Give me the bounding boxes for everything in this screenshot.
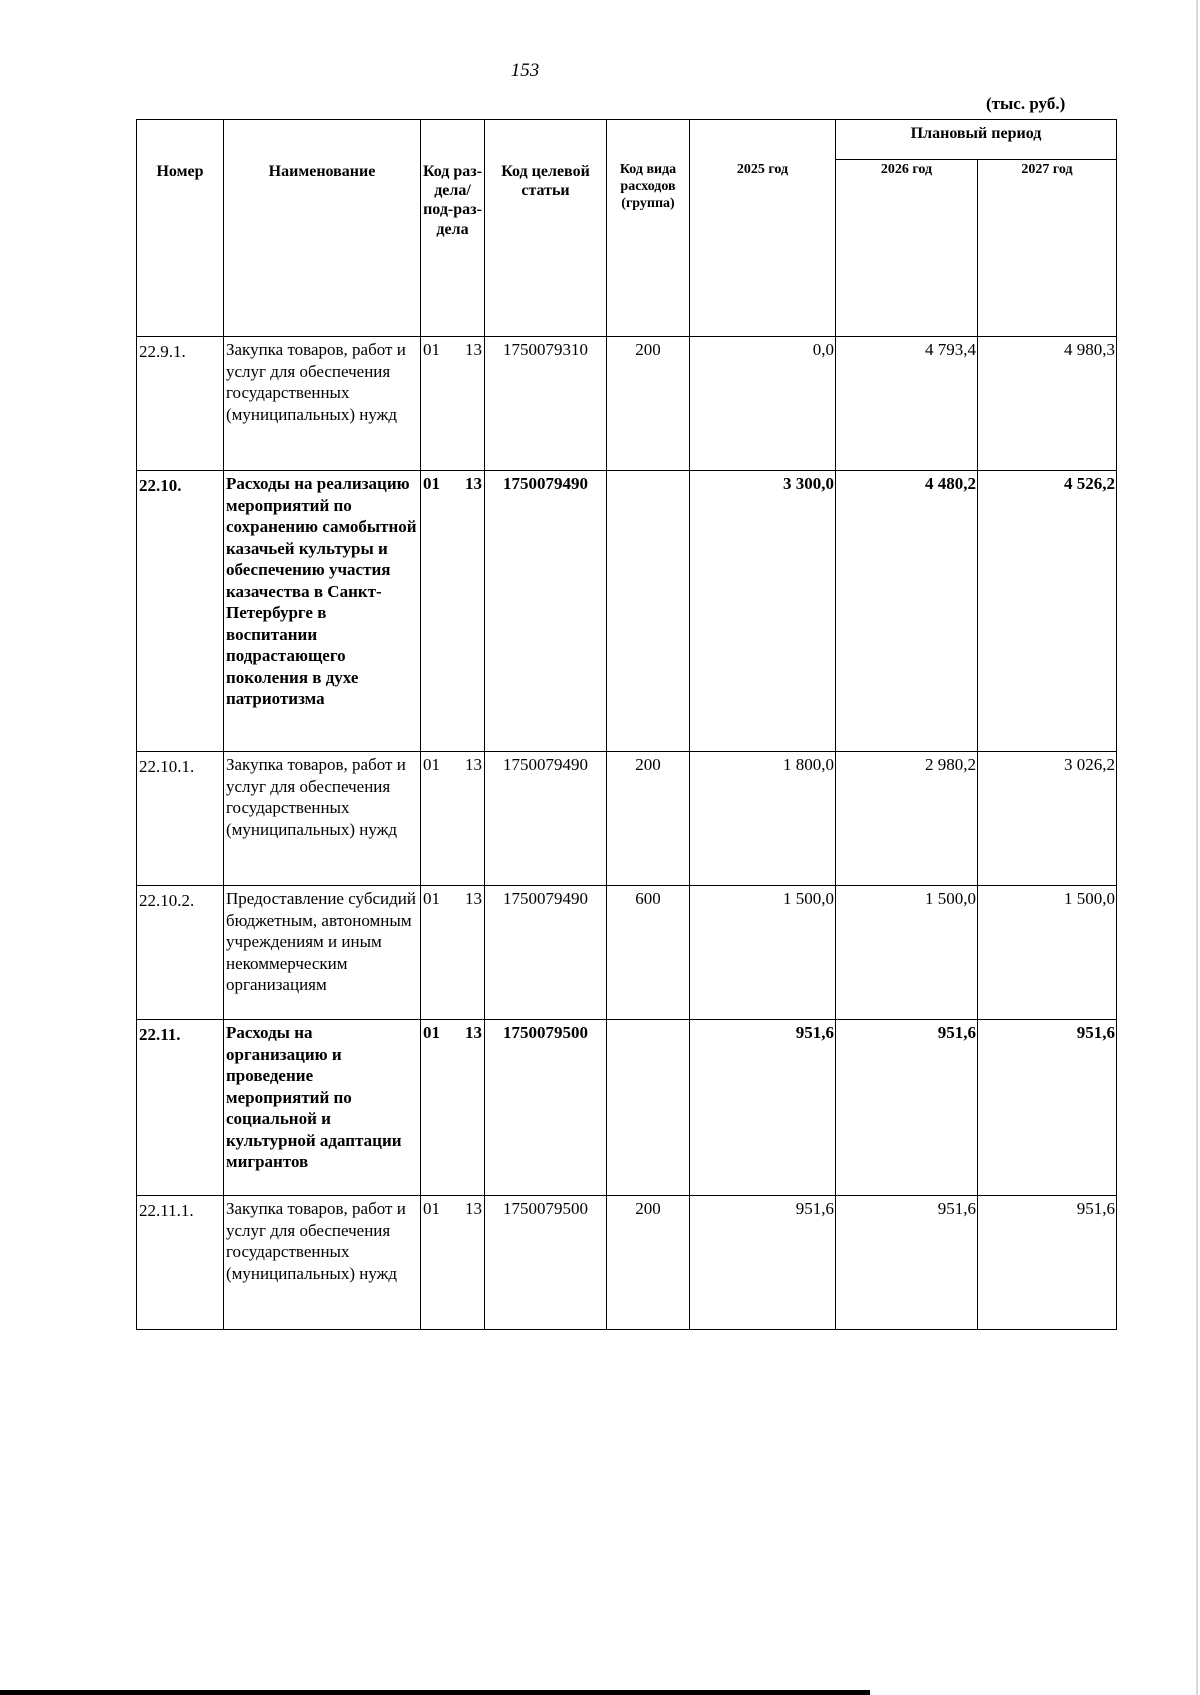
page-edge — [1196, 0, 1198, 1695]
row-amount-2025: 1 500,0 — [690, 886, 836, 1020]
row-expense-type: 200 — [607, 1196, 690, 1330]
row-name: Закупка товаров, работ и услуг для обеспечения государственных (муниципальных) нужд — [224, 337, 421, 471]
row-target-code: 1750079490 — [485, 471, 607, 752]
row-section-code — [421, 1020, 485, 1196]
row-name: Расходы на организацию и проведение мероприятий по социальной и культурной адаптации мигрантов — [224, 1020, 421, 1196]
row-target-code: 1750079310 — [485, 337, 607, 471]
subsection-code: 13 — [465, 474, 482, 493]
row-expense-type — [607, 471, 690, 752]
table-row — [137, 337, 1117, 471]
row-amount-2026: 2 980,2 — [836, 752, 978, 886]
scan-edge-line — [0, 1690, 870, 1695]
section-code: 01 — [423, 1199, 440, 1218]
row-target-code: 1750079500 — [485, 1020, 607, 1196]
row-section-code — [421, 337, 485, 471]
row-expense-type: 600 — [607, 886, 690, 1020]
table-row — [137, 752, 1117, 886]
row-name: Закупка товаров, работ и услуг для обеспечения государственных (муниципальных) нужд — [224, 1196, 421, 1330]
header-2026: 2026 год — [836, 160, 978, 337]
row-target-code: 1750079500 — [485, 1196, 607, 1330]
section-code: 01 — [423, 755, 440, 774]
row-section-code — [421, 886, 485, 1020]
row-number: 22.10.1. — [137, 752, 224, 886]
table-body — [137, 337, 1117, 1330]
row-target-code: 1750079490 — [485, 886, 607, 1020]
header-expense-type: Код вида расходов (группа) — [607, 120, 690, 337]
row-amount-2026: 1 500,0 — [836, 886, 978, 1020]
header-section: Код раз-дела/ под-раз-дела — [421, 120, 485, 337]
table-row — [137, 471, 1117, 752]
header-2025: 2025 год — [690, 120, 836, 337]
row-name: Закупка товаров, работ и услуг для обеспечения государственных (муниципальных) нужд — [224, 752, 421, 886]
row-name: Расходы на реализацию мероприятий по сохранению самобытной казачьей культуры и обеспечению участия казачества в Санкт-Петербурге в воспитании подрастающего поколения в духе патриотизма — [224, 471, 421, 752]
row-number: 22.11. — [137, 1020, 224, 1196]
row-amount-2025: 1 800,0 — [690, 752, 836, 886]
subsection-code: 13 — [465, 889, 482, 908]
header-2027: 2027 год — [978, 160, 1117, 337]
table-row — [137, 886, 1117, 1020]
row-amount-2025: 0,0 — [690, 337, 836, 471]
section-code: 01 — [423, 340, 440, 359]
subsection-code: 13 — [465, 340, 482, 359]
row-amount-2027: 4 526,2 — [978, 471, 1117, 752]
row-amount-2025: 951,6 — [690, 1196, 836, 1330]
budget-table — [136, 119, 1117, 1330]
row-amount-2025: 951,6 — [690, 1020, 836, 1196]
row-section-code — [421, 1196, 485, 1330]
row-number: 22.10. — [137, 471, 224, 752]
row-number: 22.11.1. — [137, 1196, 224, 1330]
table-row — [137, 1196, 1117, 1330]
row-amount-2025: 3 300,0 — [690, 471, 836, 752]
row-number: 22.9.1. — [137, 337, 224, 471]
row-section-code — [421, 752, 485, 886]
row-target-code: 1750079490 — [485, 752, 607, 886]
units-label: (тыс. руб.) — [986, 94, 1066, 113]
row-name: Предоставление субсидий бюджетным, автономным учреждениям и иным некоммерческим организациям — [224, 886, 421, 1020]
row-number: 22.10.2. — [137, 886, 224, 1020]
row-expense-type: 200 — [607, 752, 690, 886]
row-amount-2027: 951,6 — [978, 1196, 1117, 1330]
subsection-code: 13 — [465, 1199, 482, 1218]
subsection-code: 13 — [465, 755, 482, 774]
section-code: 01 — [423, 889, 440, 908]
row-expense-type: 200 — [607, 337, 690, 471]
header-planned-period: Плановый период — [836, 120, 1117, 160]
row-expense-type — [607, 1020, 690, 1196]
row-section-code — [421, 471, 485, 752]
row-amount-2026: 4 480,2 — [836, 471, 978, 752]
row-amount-2026: 4 793,4 — [836, 337, 978, 471]
header-target: Код целевой статьи — [485, 120, 607, 337]
section-code: 01 — [423, 474, 440, 493]
row-amount-2026: 951,6 — [836, 1020, 978, 1196]
row-amount-2027: 4 980,3 — [978, 337, 1117, 471]
header-number: Номер — [137, 120, 224, 337]
row-amount-2027: 951,6 — [978, 1020, 1117, 1196]
row-amount-2027: 1 500,0 — [978, 886, 1117, 1020]
page-number: 153 — [510, 60, 540, 81]
row-amount-2026: 951,6 — [836, 1196, 978, 1330]
table-row — [137, 1020, 1117, 1196]
header-name: Наименование — [224, 120, 421, 337]
subsection-code: 13 — [465, 1023, 482, 1042]
section-code: 01 — [423, 1023, 440, 1042]
row-amount-2027: 3 026,2 — [978, 752, 1117, 886]
